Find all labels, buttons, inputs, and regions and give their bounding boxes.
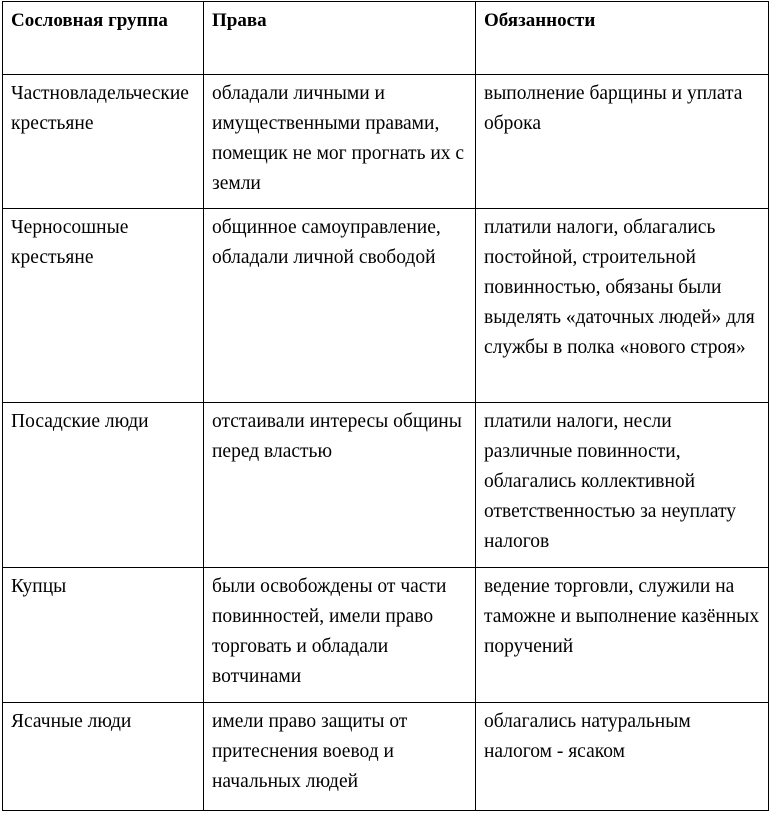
cell-group: Черносошные крестьяне — [3, 209, 204, 403]
cell-group: Купцы — [3, 568, 204, 703]
table-header-row — [3, 2, 769, 75]
header-duties: Обязанности — [476, 2, 769, 75]
table-row — [3, 568, 769, 703]
cell-group: Посадские люди — [3, 403, 204, 568]
table-row — [3, 209, 769, 403]
cell-duties: платили налоги, облагались постойной, строительной повинностью, обязаны были выделять «даточных людей» для службы в полка «нового строя» — [476, 209, 769, 403]
table-row — [3, 75, 769, 209]
cell-rights: отстаивали интересы общины перед властью — [204, 403, 476, 568]
header-rights: Права — [204, 2, 476, 75]
cell-duties: ведение торговли, служили на таможне и выполнение казённых поручений — [476, 568, 769, 703]
cell-rights: были освобождены от части повинностей, имели право торговать и обладали вотчинами — [204, 568, 476, 703]
cell-rights: имели право защиты от притеснения воевод и начальных людей — [204, 703, 476, 811]
cell-duties: облагались натуральным налогом - ясаком — [476, 703, 769, 811]
table-row — [3, 403, 769, 568]
table-row — [3, 703, 769, 811]
cell-group: Частновладельческие крестьяне — [3, 75, 204, 209]
cell-group: Ясачные люди — [3, 703, 204, 811]
cell-duties: выполнение барщины и уплата оброка — [476, 75, 769, 209]
header-group: Сословная группа — [3, 2, 204, 75]
cell-duties: платили налоги, несли различные повинности, облагались коллективной ответственностью за неуплату налогов — [476, 403, 769, 568]
estates-table — [2, 1, 769, 811]
cell-rights: обладали личными и имущественными правами, помещик не мог прогнать их с земли — [204, 75, 476, 209]
cell-rights: общинное самоуправление, обладали личной свободой — [204, 209, 476, 403]
